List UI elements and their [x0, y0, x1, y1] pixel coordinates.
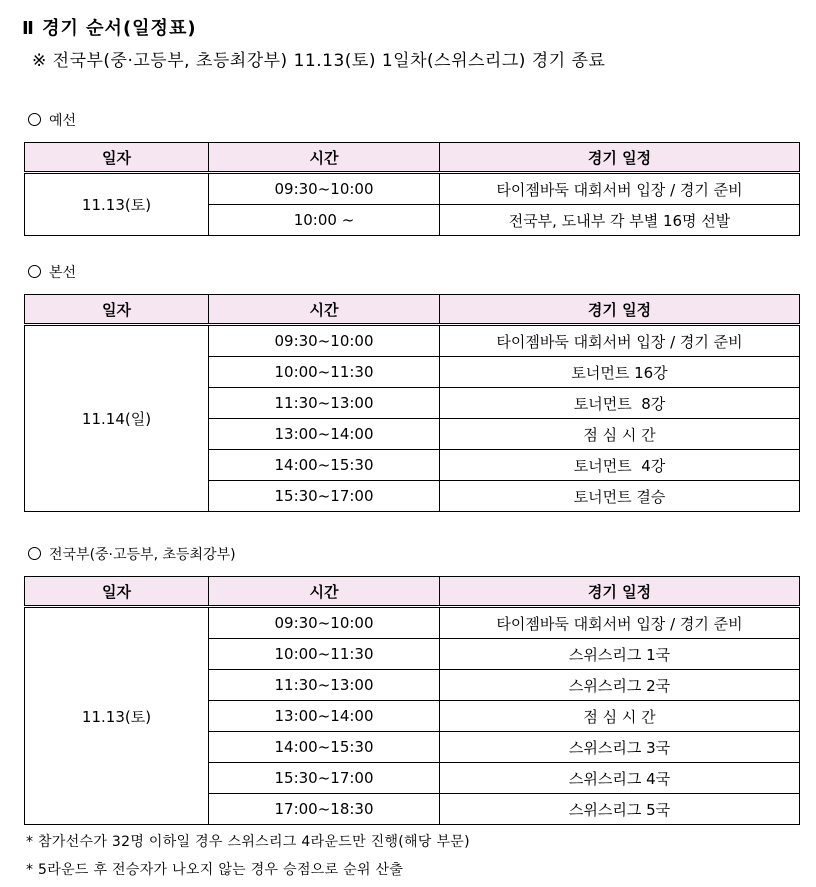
table-row [25, 607, 800, 639]
circle-bullet-icon [28, 113, 41, 126]
table-row [25, 173, 800, 205]
footnote-1: * 참가선수가 32명 이하일 경우 스위스리그 4라운드만 진행(해당 부문) [26, 834, 470, 850]
time-cell: 10:00~11:30 [209, 357, 440, 388]
header-time: 시간 [209, 577, 440, 607]
footnote-2: * 5라운드 후 전승자가 나오지 않는 경우 승점으로 순위 산출 [26, 862, 404, 878]
time-cell: 13:00~14:00 [209, 701, 440, 732]
event-cell: 타이젬바둑 대회서버 입장 / 경기 준비 [440, 173, 800, 205]
time-cell: 09:30~10:00 [209, 173, 440, 205]
event-cell: 토너먼트 8강 [440, 388, 800, 419]
section-label-main-round [28, 262, 76, 282]
section-label-national [28, 544, 236, 564]
header-date: 일자 [25, 295, 209, 325]
time-cell: 11:30~13:00 [209, 670, 440, 701]
event-cell: 스위스리그 3국 [440, 732, 800, 763]
event-cell: 토너먼트 16강 [440, 357, 800, 388]
event-cell: 스위스리그 2국 [440, 670, 800, 701]
section-label-text: 전국부(중·고등부, 초등최강부) [49, 547, 236, 563]
circle-bullet-icon [28, 265, 41, 278]
event-cell: 타이젬바둑 대회서버 입장 / 경기 준비 [440, 607, 800, 639]
main-round-schedule-table [24, 294, 800, 512]
header-time: 시간 [209, 295, 440, 325]
event-cell: 스위스리그 1국 [440, 639, 800, 670]
time-cell: 11:30~13:00 [209, 388, 440, 419]
time-cell: 17:00~18:30 [209, 794, 440, 825]
event-cell: 토너먼트 4강 [440, 450, 800, 481]
section-label-text: 예선 [49, 113, 77, 129]
date-cell: 11.14(일) [25, 325, 209, 512]
time-cell: 15:30~17:00 [209, 763, 440, 794]
header-date: 일자 [25, 143, 209, 173]
header-schedule: 경기 일정 [440, 577, 800, 607]
section-label-preliminary [28, 110, 76, 130]
table-row [25, 325, 800, 357]
time-cell: 10:00~11:30 [209, 639, 440, 670]
page-title: Ⅱ 경기 순서(일정표) [22, 18, 197, 39]
header-schedule: 경기 일정 [440, 143, 800, 173]
date-cell: 11.13(토) [25, 173, 209, 236]
event-cell: 토너먼트 결승 [440, 481, 800, 512]
event-cell: 점 심 시 간 [440, 419, 800, 450]
preliminary-schedule-table [24, 142, 800, 236]
table-header-row [25, 577, 800, 607]
time-cell: 14:00~15:30 [209, 450, 440, 481]
table-header-row [25, 143, 800, 173]
time-cell: 13:00~14:00 [209, 419, 440, 450]
event-cell: 타이젬바둑 대회서버 입장 / 경기 준비 [440, 325, 800, 357]
header-date: 일자 [25, 577, 209, 607]
table-header-row [25, 295, 800, 325]
event-cell: 스위스리그 5국 [440, 794, 800, 825]
section-label-text: 본선 [49, 265, 77, 281]
event-cell: 점 심 시 간 [440, 701, 800, 732]
event-cell: 전국부, 도내부 각 부별 16명 선발 [440, 205, 800, 236]
time-cell: 09:30~10:00 [209, 325, 440, 357]
schedule-note: ※ 전국부(중·고등부, 초등최강부) 11.13(토) 1일차(스위스리그) 경기 종료 [32, 51, 606, 71]
event-cell: 스위스리그 4국 [440, 763, 800, 794]
header-time: 시간 [209, 143, 440, 173]
circle-bullet-icon [28, 547, 41, 560]
time-cell: 09:30~10:00 [209, 607, 440, 639]
time-cell: 15:30~17:00 [209, 481, 440, 512]
national-schedule-table [24, 576, 800, 825]
date-cell: 11.13(토) [25, 607, 209, 825]
time-cell: 14:00~15:30 [209, 732, 440, 763]
header-schedule: 경기 일정 [440, 295, 800, 325]
time-cell: 10:00 ~ [209, 205, 440, 236]
